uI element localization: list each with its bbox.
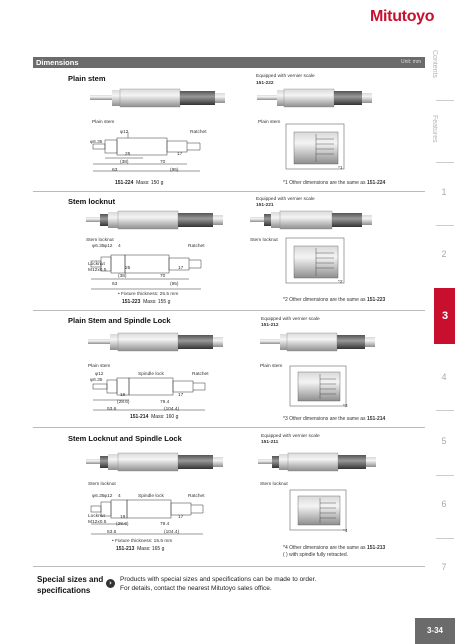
nav-divider	[436, 225, 454, 226]
model-151-214: 151-214 Mass: 160 g	[130, 414, 179, 420]
dim-79-4: 79.4	[160, 522, 170, 527]
locknut-thread: M12x0.5	[88, 520, 107, 525]
vernier-micrometer-photo	[258, 450, 378, 474]
nav-divider	[436, 538, 454, 539]
dim-79-4: 79.4	[160, 400, 170, 405]
nav-tab-1[interactable]: 1	[441, 187, 447, 197]
dimension-drawing	[88, 245, 213, 293]
dim-phi12: φ12	[104, 494, 113, 499]
dim-phi6-35: φ6.35	[90, 140, 103, 145]
special-title-line-2: specifications	[37, 586, 91, 595]
section-divider	[33, 427, 425, 428]
mitutoyo-logo: Mitutoyo	[370, 8, 435, 25]
dim-25: 25	[125, 152, 131, 157]
special-text-line-1: Products with special sizes and specifications can be made to order.	[120, 576, 317, 583]
dim-phi12: φ12	[120, 130, 129, 135]
dimensions-header-bar	[33, 57, 425, 68]
vernier-scale-detail	[286, 124, 344, 169]
plain-stem-label: Plain stem	[92, 120, 115, 125]
nav-contents[interactable]: Contents	[431, 50, 438, 79]
micrometer-photo	[86, 208, 226, 232]
model-151-223: 151-223 Mass: 155 g	[122, 299, 171, 305]
vernier-model: 151-212	[261, 323, 279, 328]
dim-70: 70	[160, 160, 166, 165]
dim-4: 4	[118, 244, 121, 249]
nav-divider	[436, 475, 454, 476]
vernier-caption: Equipped with vernier scale	[261, 317, 320, 322]
dim-phi6-35: φ6.35	[90, 378, 103, 383]
dim-70: 70	[160, 274, 166, 279]
nav-divider	[436, 410, 454, 411]
stem-locknut-label: Stem locknut	[260, 482, 288, 487]
dim-4: 4	[118, 494, 121, 499]
dim-95: (95)	[170, 282, 179, 287]
dim-28-6: (28.6)	[117, 400, 130, 405]
dim-phi12: φ12	[95, 372, 104, 377]
stem-locknut-label: Stem locknut	[88, 482, 116, 487]
dim-19: 19	[120, 515, 126, 520]
dim-63: 63	[112, 282, 118, 287]
unit-label: Unit: mm	[401, 59, 421, 65]
plain-stem-label: Plain stem	[260, 364, 283, 369]
ratchet-label: Ratchet	[188, 494, 205, 499]
vernier-model: 151-221	[256, 203, 274, 208]
fixture-thickness: • Fixture thickness: 25.5 mm	[118, 292, 179, 297]
dim-104-4: (104.4)	[164, 407, 180, 412]
section-title-plain-stem: Plain stem	[68, 74, 106, 83]
plain-stem-label: Plain stem	[258, 120, 281, 125]
locknut-label: Locknut	[88, 262, 105, 267]
nav-tab-5[interactable]: 5	[441, 436, 447, 446]
section-divider	[33, 566, 425, 567]
nav-tab-2[interactable]: 2	[441, 249, 447, 259]
note-4-retracted: ( ) with spindle fully retracted.	[283, 552, 349, 558]
vernier-model: 151-222	[256, 81, 274, 86]
fixture-thickness: • Fixture thickness: 15.5 mm	[112, 539, 173, 544]
dim-19: 19	[120, 393, 126, 398]
nav-tab-4[interactable]: 4	[441, 372, 447, 382]
micrometer-photo	[88, 330, 223, 354]
ratchet-label: Ratchet	[192, 372, 209, 377]
special-text-line-2: For details, contact the nearest Mitutoyo sales office.	[120, 585, 272, 592]
dim-17: 17	[178, 393, 184, 398]
dim-25: 25	[125, 266, 131, 271]
locknut-thread: M12x0.5	[88, 268, 107, 273]
section-title-stem-locknut: Stem locknut	[68, 197, 116, 206]
marker-2: *2	[338, 280, 343, 285]
plain-stem-label: Plain stem	[88, 364, 111, 369]
marker-4: *4	[343, 529, 348, 534]
dimensions-title: Dimensions	[36, 58, 79, 67]
marker-1: *1	[338, 166, 343, 171]
stem-locknut-label: Stem locknut	[250, 238, 278, 243]
dim-28-6: (28.6)	[116, 522, 129, 527]
marker-3: *3	[343, 404, 348, 409]
spindle-lock-label: Spindle lock	[138, 372, 164, 377]
dim-17: 17	[177, 152, 183, 157]
special-title-line-1: Special sizes and	[37, 575, 104, 584]
section-title-plain-stem-spindle-lock: Plain Stem and Spindle Lock	[68, 316, 171, 325]
locknut-label: Locknut	[88, 514, 105, 519]
section-divider	[33, 191, 425, 192]
vernier-model: 151-211	[261, 440, 279, 445]
nav-tab-6[interactable]: 6	[441, 499, 447, 509]
vernier-caption: Equipped with vernier scale	[256, 74, 315, 79]
page-number: 3-34	[415, 618, 455, 644]
special-sizes-text	[120, 575, 316, 593]
note-3: *3 Other dimensions are the same as 151-214	[283, 416, 386, 422]
arrow-right-icon: ›	[106, 579, 115, 588]
dim-phi12-top: φ12	[104, 244, 113, 249]
special-sizes-title	[37, 574, 103, 596]
section-title-stem-locknut-spindle-lock: Stem Locknut and Spindle Lock	[68, 434, 182, 443]
stem-locknut-label: Stem locknut	[86, 238, 114, 243]
ratchet-label: Ratchet	[188, 244, 205, 249]
micrometer-photo	[90, 86, 225, 110]
section-divider	[33, 310, 425, 311]
dim-17: 17	[178, 515, 184, 520]
dim-95: (95)	[170, 168, 179, 173]
dim-38: (38)	[120, 160, 129, 165]
dim-104-4: (104.4)	[164, 530, 180, 535]
nav-divider	[436, 100, 454, 101]
vernier-micrometer-photo	[260, 330, 375, 354]
vernier-caption: Equipped with vernier scale	[256, 197, 315, 202]
vernier-scale-detail	[290, 366, 346, 406]
vernier-scale-detail	[290, 490, 346, 530]
nav-tab-3-active[interactable]: 3	[434, 288, 455, 344]
dim-53-6: 53.6	[107, 530, 117, 535]
right-side-nav	[430, 0, 455, 644]
dim-63: 63	[112, 168, 118, 173]
nav-features[interactable]: Features	[431, 115, 438, 143]
note-1: *1 Other dimensions are the same as 151-224	[283, 180, 386, 186]
nav-divider	[436, 162, 454, 163]
vernier-micrometer-photo	[250, 208, 375, 232]
vernier-scale-detail	[286, 238, 344, 283]
dim-38: (38)	[118, 274, 127, 279]
dim-53-6: 53.6	[107, 407, 117, 412]
micrometer-photo	[86, 450, 226, 474]
dim-phi6-35: φ6.35	[92, 244, 105, 249]
model-151-213: 151-213 Mass: 165 g	[116, 546, 165, 552]
note-4: *4 Other dimensions are the same as 151-213	[283, 545, 386, 551]
ratchet-label: Ratchet	[190, 130, 207, 135]
dim-17: 17	[178, 266, 184, 271]
note-2: *2 Other dimensions are the same as 151-223	[283, 297, 386, 303]
model-151-224: 151-224 Mass: 150 g	[115, 180, 164, 186]
spindle-lock-label: Spindle lock	[138, 494, 164, 499]
vernier-caption: Equipped with vernier scale	[261, 434, 320, 439]
dim-phi6-35: φ6.35	[92, 494, 105, 499]
nav-tab-7[interactable]: 7	[441, 562, 447, 572]
vernier-micrometer-photo	[257, 86, 372, 110]
